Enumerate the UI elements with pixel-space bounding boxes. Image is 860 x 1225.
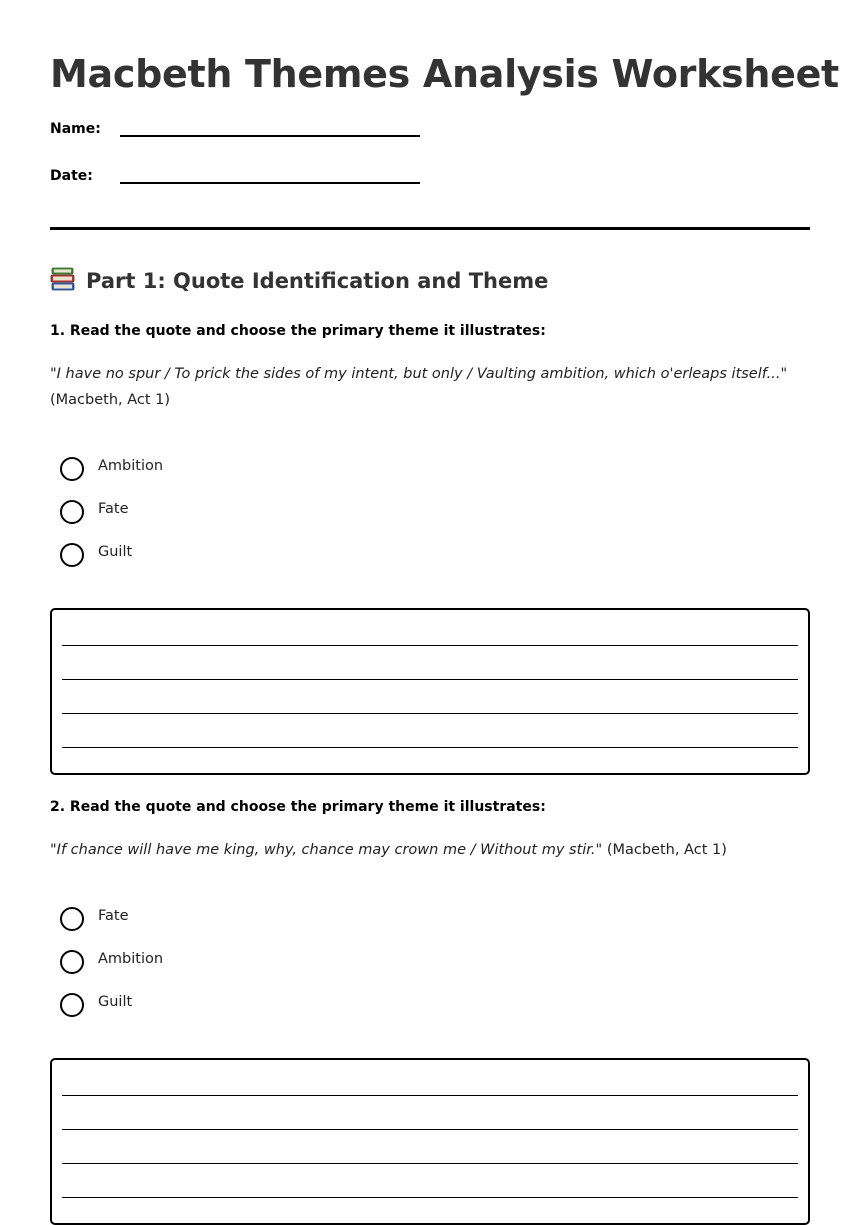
option-label: Fate — [98, 908, 129, 924]
question-2-quote-text: "If chance will have me king, why, chance may crown me / Without my stir." — [50, 842, 603, 858]
question-1-citation: (Macbeth, Act 1) — [50, 392, 171, 408]
radio-button[interactable] — [60, 543, 84, 567]
answer-line — [62, 713, 798, 714]
question-1-prompt: 1. Read the quote and choose the primary theme it illustrates: — [50, 323, 546, 339]
option-label: Guilt — [98, 994, 133, 1010]
header-divider — [50, 227, 810, 230]
date-field[interactable] — [50, 168, 430, 192]
part-1-heading — [50, 266, 548, 296]
question-1-quote — [50, 361, 810, 413]
answer-line — [62, 1129, 798, 1130]
radio-button[interactable] — [60, 950, 84, 974]
radio-button[interactable] — [60, 457, 84, 481]
books-icon — [50, 267, 76, 291]
answer-line — [62, 645, 798, 646]
question-1-answer-box[interactable] — [50, 608, 810, 775]
question-1-option-ambition[interactable] — [60, 456, 360, 482]
question-1-option-guilt[interactable] — [60, 542, 360, 568]
answer-line — [62, 1163, 798, 1164]
question-2-option-fate[interactable] — [60, 906, 360, 932]
radio-button[interactable] — [60, 500, 84, 524]
name-label: Name: — [50, 121, 101, 137]
question-2-prompt: 2. Read the quote and choose the primary theme it illustrates: — [50, 799, 546, 815]
question-1-option-fate[interactable] — [60, 499, 360, 525]
question-2-quote — [50, 837, 810, 863]
date-label: Date: — [50, 168, 93, 184]
date-input-line[interactable] — [120, 182, 420, 184]
question-2-answer-box[interactable] — [50, 1058, 810, 1225]
question-1-quote-text: "I have no spur / To prick the sides of my intent, but only / Vaulting ambition, which o'erleaps itself..." — [50, 366, 788, 382]
question-2-option-ambition[interactable] — [60, 949, 360, 975]
option-label: Fate — [98, 501, 129, 517]
part-1-heading-text: Part 1: Quote Identification and Theme — [86, 269, 549, 293]
option-label: Ambition — [98, 458, 164, 474]
name-field[interactable] — [50, 121, 430, 145]
radio-button[interactable] — [60, 993, 84, 1017]
answer-line — [62, 1197, 798, 1198]
option-label: Ambition — [98, 951, 164, 967]
answer-line — [62, 1095, 798, 1096]
answer-line — [62, 747, 798, 748]
answer-line — [62, 679, 798, 680]
question-2-option-guilt[interactable] — [60, 992, 360, 1018]
question-2-citation: (Macbeth, Act 1) — [606, 842, 727, 858]
name-input-line[interactable] — [120, 135, 420, 137]
radio-button[interactable] — [60, 907, 84, 931]
option-label: Guilt — [98, 544, 133, 560]
page-title: Macbeth Themes Analysis Worksheet — [50, 52, 839, 96]
